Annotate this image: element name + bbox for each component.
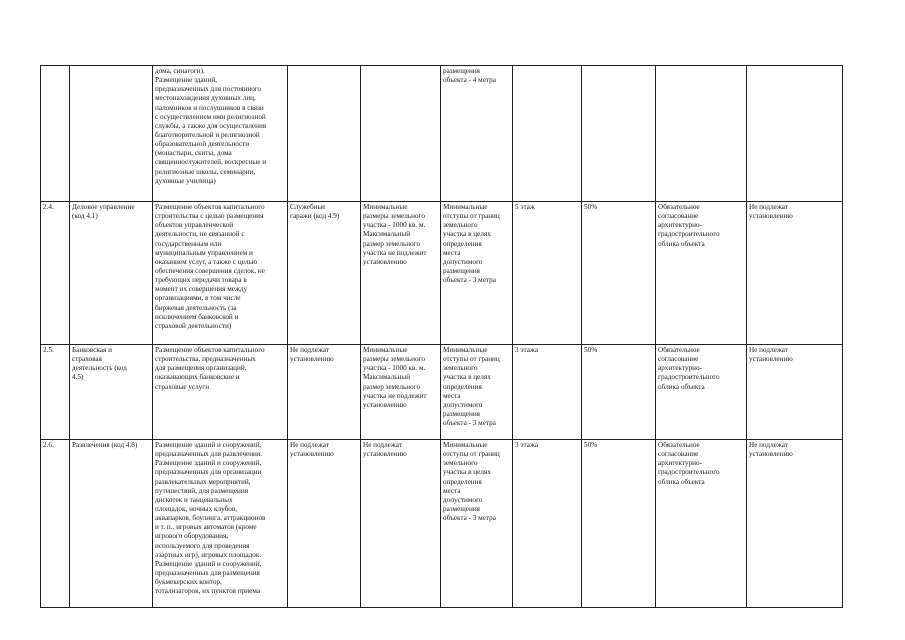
coverage-cell	[582, 345, 656, 440]
description-cell	[153, 66, 288, 202]
description-cell	[153, 440, 288, 608]
auxiliary-use-cell	[288, 345, 361, 440]
requirements-cell	[656, 66, 747, 202]
restrictions: Не подлежат установлению	[749, 346, 793, 364]
floors-cell	[513, 66, 582, 202]
max-coverage: 50%	[584, 346, 598, 354]
auxiliary-use-cell	[288, 202, 361, 345]
max-floors: 5 этаж	[515, 203, 535, 211]
row-number: 2.6.	[43, 441, 54, 449]
use-type-name: Банковская и страховая деятельность (код 4.5)	[72, 346, 127, 382]
use-type-cell	[70, 345, 153, 440]
use-description: Размещение зданий и сооружений, предназначенных для развлечения. Размещение зданий и сооружений, предназначенных для организации развлекательных мероприятий, путешествий, для размещения дискотек и танцевальных площадок, ночных клубов, аквапарков, боулинга, аттракционов и т. п., игровых автоматов (кроме игрового оборудования, используемого для проведения азартных игр), игровых площадок. Размещение зданий и сооружений, предназначенных для размещения букмекерских контор, тотализаторов, их пунктов приема	[155, 441, 266, 596]
plot-size: Минимальные размеры земельного участка - 1000 кв. м. Максимальный размер земельного участка не подлежит установлению	[363, 346, 427, 409]
restrictions-cell	[747, 345, 843, 440]
table-row	[41, 202, 843, 345]
zoning-regulations-table	[40, 65, 843, 608]
setbacks: Минимальные отступы от границ земельного участка в целях определения места допустимого размещения объекта - 3 метра	[443, 441, 500, 523]
requirements: Обязательное согласование архитектурно- градостроительного облика объекта	[658, 203, 720, 248]
table-row	[41, 345, 843, 440]
auxiliary-use: Не подлежат установлению	[290, 346, 334, 364]
use-description: дома, синагоги). Размещение зданий, предназначенных для постоянного местонахождения духовных лиц, паломников и послушников в связи с осуществлением ими религиозной службы, а также для осуществления благотворительной и религиозной образовательной деятельности (монастыри, скиты, дома священнослужителей, воскресные и религиозные школы, семинарии, духовные училища)	[155, 67, 267, 185]
plot-size-cell	[361, 66, 441, 202]
floors-cell	[513, 440, 582, 608]
setbacks-cell	[441, 202, 513, 345]
plot-size: Минимальные размеры земельного участка - 1000 кв. м. Максимальный размер земельного участка не подлежит установлению	[363, 203, 427, 266]
auxiliary-use: Служебные гаражи (код 4.9)	[290, 203, 340, 221]
auxiliary-use-cell	[288, 66, 361, 202]
table-row	[41, 440, 843, 608]
auxiliary-use: Не подлежат установлению	[290, 441, 334, 459]
description-cell	[153, 345, 288, 440]
floors-cell	[513, 345, 582, 440]
setbacks: Минимальные отступы от границ земельного участка в целях определения места допустимого размещения объекта - 3 метра	[443, 346, 500, 428]
max-floors: 3 этажа	[515, 441, 539, 449]
setbacks: Минимальные отступы от границ земельного участка в целях определения места допустимого размещения объекта - 3 метра	[443, 203, 500, 285]
row-number-cell	[41, 202, 70, 345]
max-coverage: 50%	[584, 441, 598, 449]
table-row	[41, 66, 843, 202]
use-description: Размещение объектов капитального строительства, предназначенных для размещения организаций, оказывающих банковские и страховые услуги	[155, 346, 265, 391]
requirements-cell	[656, 345, 747, 440]
row-number-cell	[41, 440, 70, 608]
plot-size-cell	[361, 202, 441, 345]
plot-size-cell	[361, 345, 441, 440]
plot-size-cell	[361, 440, 441, 608]
use-description: Размещение объектов капитального строительства с целью размещения объектов управленческой деятельности, не связанной с государственным или муниципальным управлением и оказанием услуг, а также с целью обеспечения совершения сделок, не требующих передачи товара в момент их совершения между организациями, в том числе биржевая деятельность (за исключением банковской и страховой деятельности)	[155, 203, 265, 330]
use-type-cell	[70, 440, 153, 608]
plot-size: Не подлежат установлению	[363, 441, 407, 459]
use-type-name: Развлечения (код 4.8)	[72, 441, 138, 449]
coverage-cell	[582, 202, 656, 345]
row-number-cell	[41, 345, 70, 440]
restrictions: Не подлежат установлению	[749, 203, 793, 221]
use-type-name: Деловое управление (код 4.1)	[72, 203, 135, 221]
row-number: 2.4.	[43, 203, 54, 211]
requirements: Обязательное согласование архитектурно- градостроительного облика объекта	[658, 346, 720, 391]
floors-cell	[513, 202, 582, 345]
requirements-cell	[656, 202, 747, 345]
description-cell	[153, 202, 288, 345]
requirements-cell	[656, 440, 747, 608]
row-number-cell	[41, 66, 70, 202]
max-floors: 3 этажа	[515, 346, 539, 354]
row-number: 2.5.	[43, 346, 54, 354]
restrictions-cell	[747, 66, 843, 202]
coverage-cell	[582, 66, 656, 202]
use-type-cell	[70, 66, 153, 202]
restrictions-cell	[747, 202, 843, 345]
setbacks: размещения объекта - 4 метра	[443, 67, 496, 85]
restrictions-cell	[747, 440, 843, 608]
setbacks-cell	[441, 345, 513, 440]
use-type-cell	[70, 202, 153, 345]
setbacks-cell	[441, 440, 513, 608]
requirements: Обязательное согласование архитектурно- градостроительного облика объекта	[658, 441, 720, 486]
setbacks-cell	[441, 66, 513, 202]
max-coverage: 50%	[584, 203, 598, 211]
auxiliary-use-cell	[288, 440, 361, 608]
coverage-cell	[582, 440, 656, 608]
restrictions: Не подлежат установлению	[749, 441, 793, 459]
